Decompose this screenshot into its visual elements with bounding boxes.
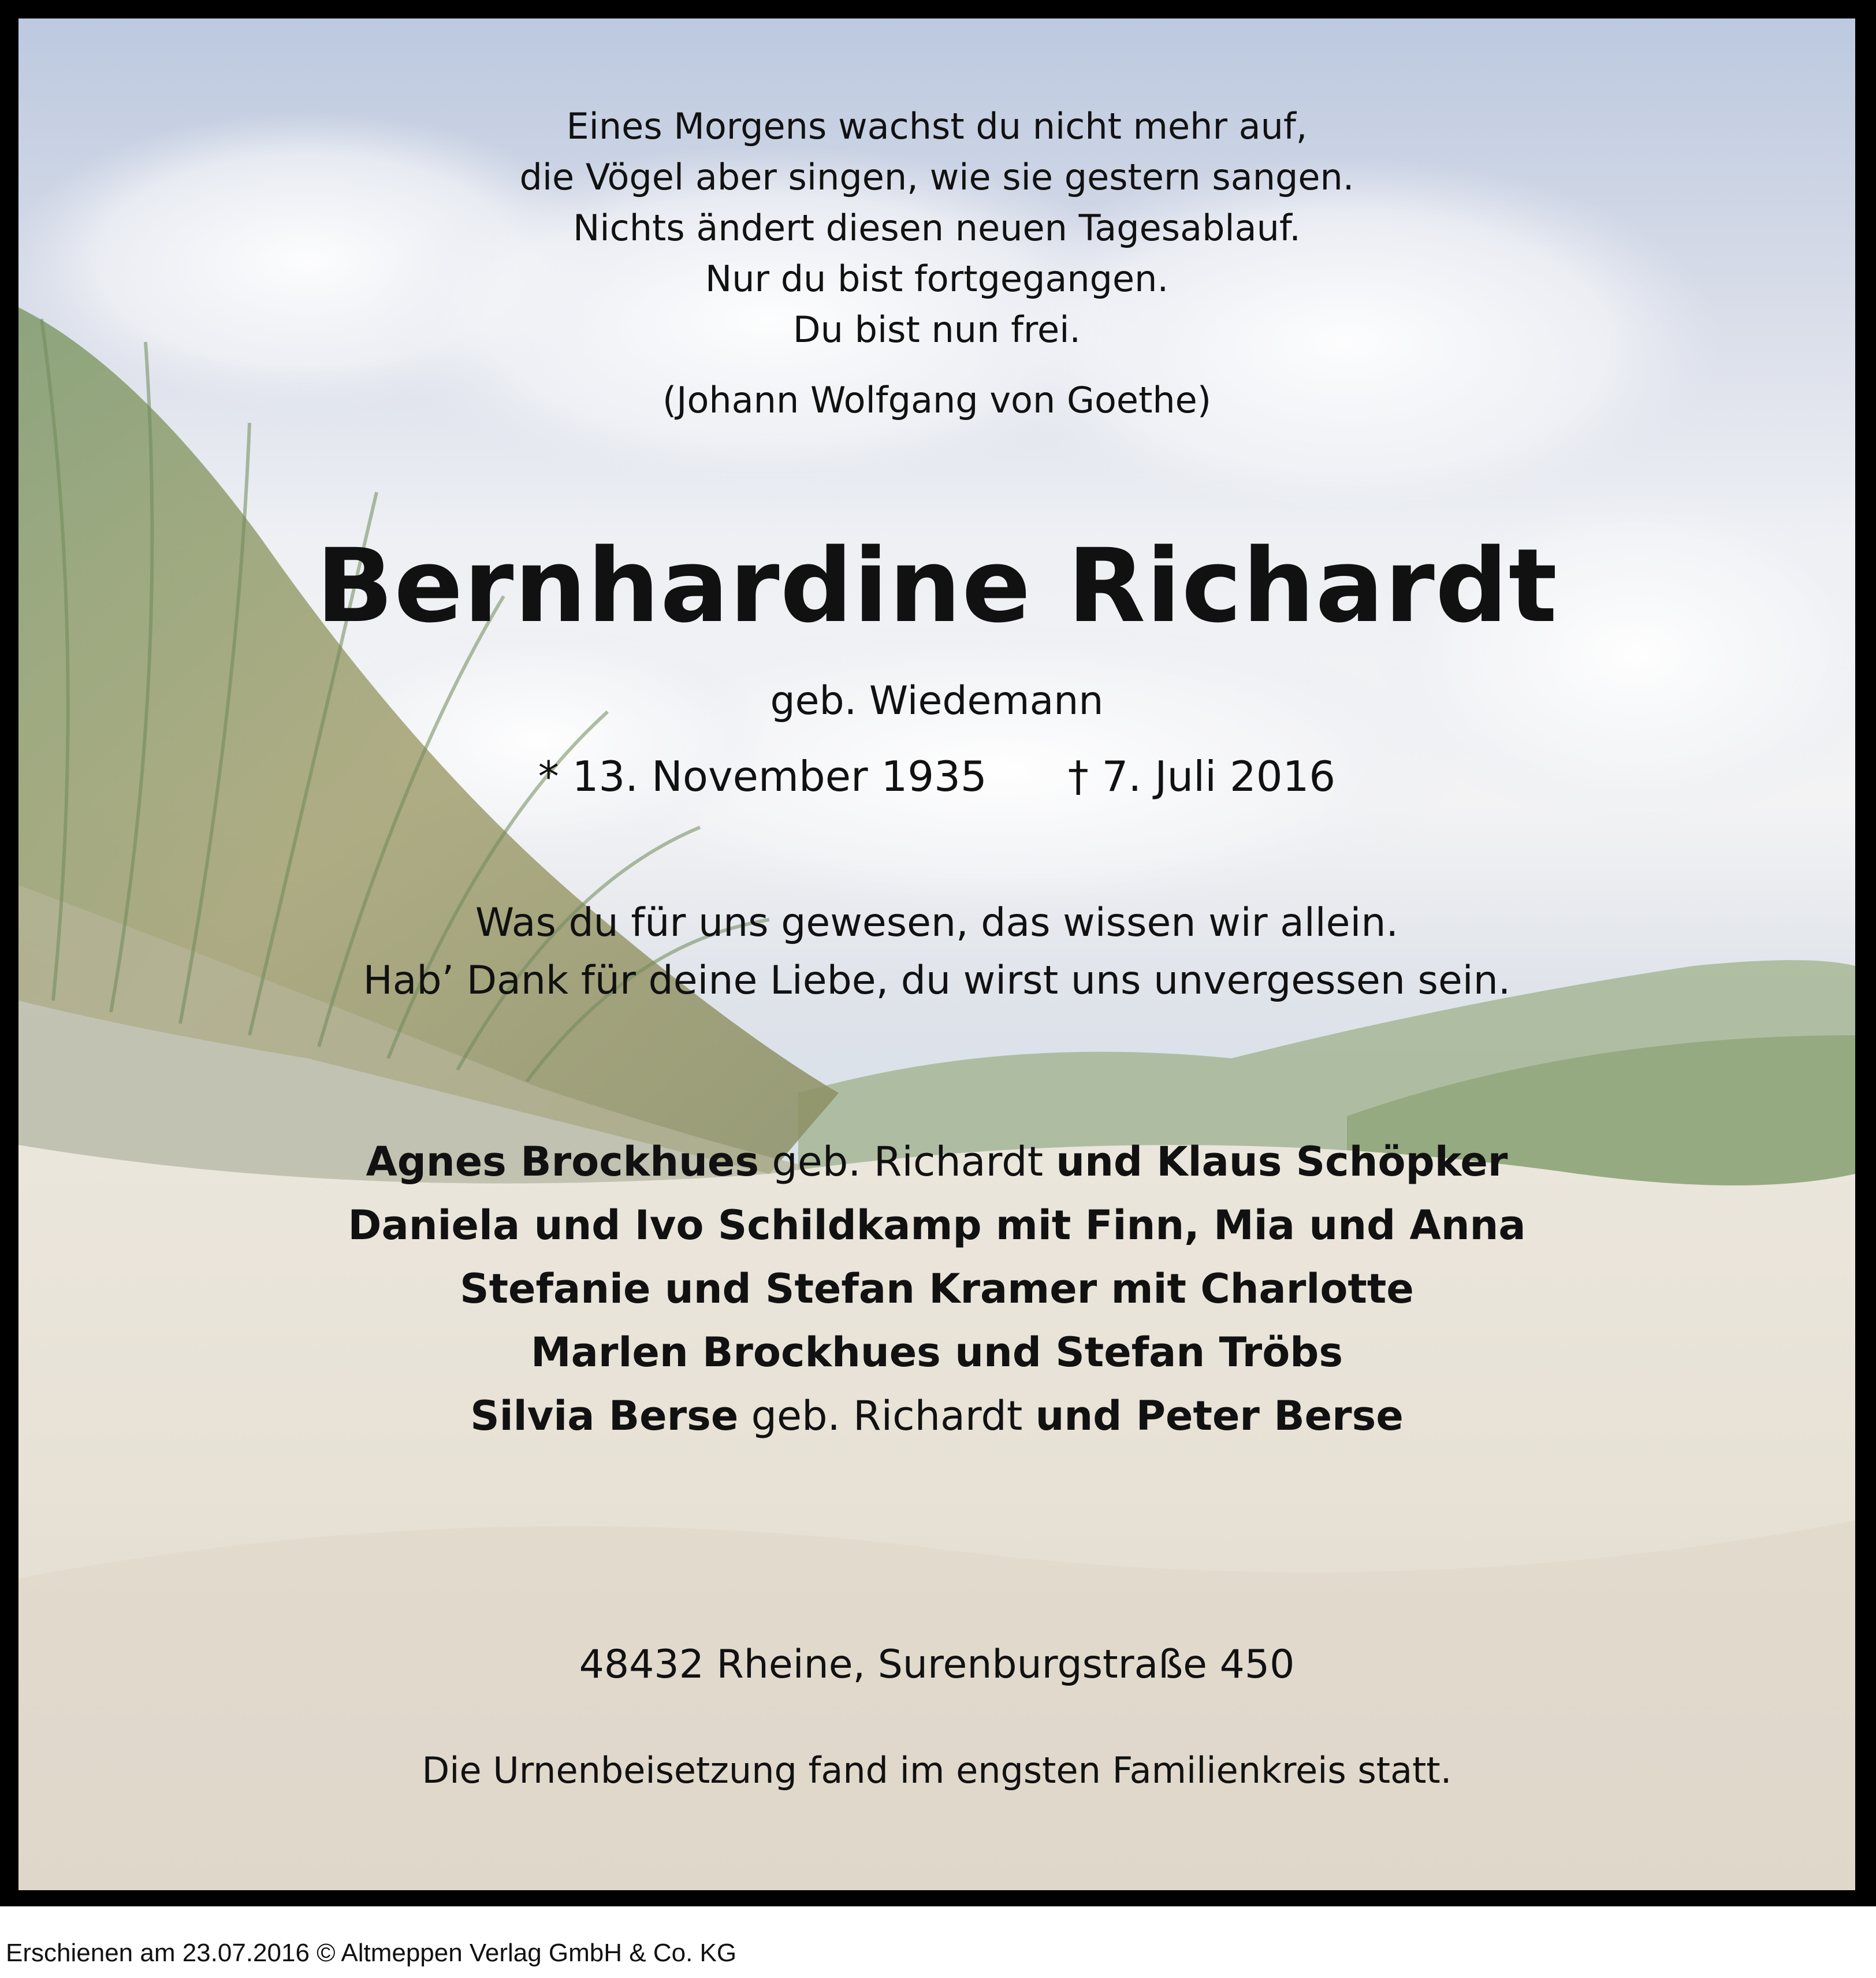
birth-date: * 13. November 1935 — [538, 752, 987, 801]
publication-footer: Erschienen am 23.07.2016 © Altmeppen Verlag GmbH & Co. KG — [6, 1939, 737, 1967]
mourner-row — [18, 1392, 1855, 1440]
mourner-row — [18, 1202, 1855, 1249]
mourner-partner: und Klaus Schöpker — [1056, 1138, 1508, 1185]
burial-note: Die Urnenbeisetzung fand im engsten Familienkreis statt. — [422, 1749, 1452, 1791]
poem-author: (Johann Wolfgang von Goethe) — [662, 379, 1212, 421]
poem-line: Nichts ändert diesen neuen Tagesablauf. — [573, 207, 1301, 249]
mourner-row — [18, 1329, 1855, 1376]
poem-line: Eines Morgens wachst du nicht mehr auf, — [566, 105, 1308, 147]
life-dates — [18, 752, 1855, 801]
obituary-text — [18, 18, 1855, 1890]
mourner-maiden: geb. Richardt — [772, 1138, 1044, 1185]
mourner-maiden: geb. Richardt — [751, 1392, 1023, 1440]
poem-line: die Vögel aber singen, wie sie gestern sangen. — [519, 156, 1354, 198]
maiden-name: geb. Wiedemann — [770, 678, 1104, 724]
death-date: † 7. Juli 2016 — [1067, 752, 1336, 801]
deceased-name: Bernhardine Richardt — [316, 527, 1558, 645]
mourner-names: Marlen Brockhues und Stefan Tröbs — [530, 1329, 1343, 1376]
mourner-partner: und Peter Berse — [1035, 1392, 1404, 1440]
verse-line: Was du für uns gewesen, das wissen wir allein. — [475, 900, 1399, 946]
dune-photo-background — [18, 18, 1855, 1890]
mourner-names: Stefanie und Stefan Kramer mit Charlotte — [460, 1265, 1414, 1313]
mourner-row — [18, 1138, 1855, 1185]
verse-line: Hab’ Dank für deine Liebe, du wirst uns unvergessen sein. — [363, 958, 1511, 1003]
mourner-name: Silvia Berse — [470, 1392, 739, 1440]
mourner-row — [18, 1265, 1855, 1313]
mourner-name: Agnes Brockhues — [366, 1138, 760, 1185]
family-address: 48432 Rheine, Surenburgstraße 450 — [579, 1642, 1295, 1687]
mourner-names: Daniela und Ivo Schildkamp mit Finn, Mia und Anna — [348, 1202, 1526, 1249]
poem-line: Du bist nun frei. — [792, 308, 1081, 351]
poem-line: Nur du bist fortgegangen. — [705, 258, 1169, 300]
